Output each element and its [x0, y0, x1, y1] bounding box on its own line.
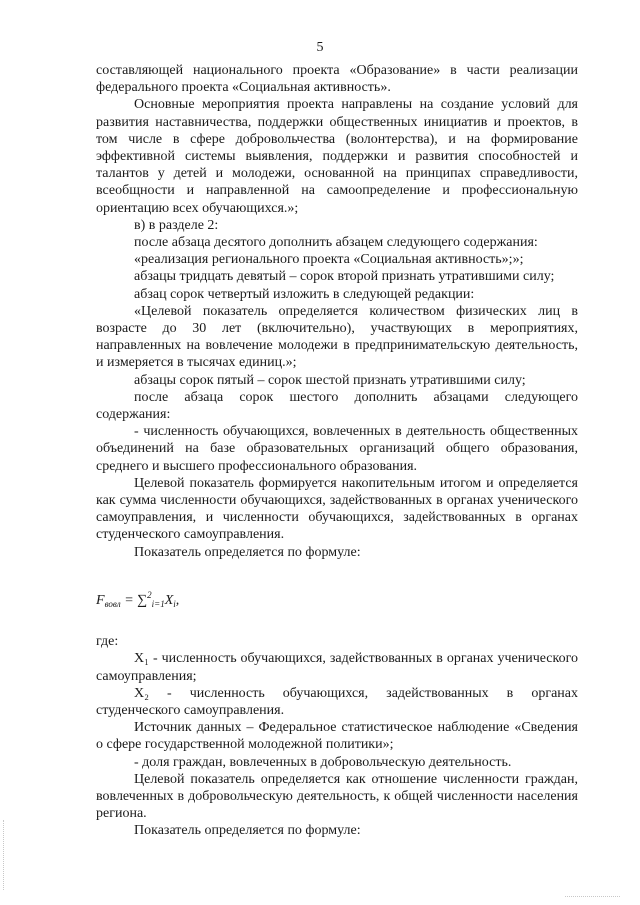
paragraph: Целевой показатель формируется накопительным итогом и определяется как сумма численности обучающихся, задействованных в органах ученического самоуправления, и численности обучающихся, задействованных в органах студенческого самоуправления.	[96, 475, 578, 543]
paragraph: - доля граждан, вовлеченных в добровольческую деятельность.	[134, 754, 512, 770]
paragraph: после абзаца десятого дополнить абзацем следующего содержания:	[134, 235, 538, 251]
formula-term: X	[164, 592, 174, 608]
paragraph: абзацы тридцать девятый – сорок второй признать утратившими силу;	[134, 269, 555, 285]
paragraph: после абзаца сорок шестого дополнить абзацами следующего содержания:	[96, 389, 578, 423]
page-number: 5	[316, 40, 324, 55]
paragraph: X₂ - численность обучающихся, задействованных в органах студенческого самоуправления.	[96, 685, 578, 718]
formula-sum-upper: 2	[147, 589, 152, 600]
formula-sum-sign: ∑	[137, 592, 148, 608]
paragraph: Показатель определяется по формуле:	[134, 544, 361, 560]
paragraph: «реализация регионального проекта «Социальная активность»;»;	[134, 252, 524, 268]
paragraph: абзацы сорок пятый – сорок шестой признать утратившими силу;	[134, 372, 526, 388]
paragraph: Целевой показатель определяется как отношение численности граждан, вовлеченных в добровольческую деятельность, к общей численности населения региона.	[96, 771, 578, 822]
formula	[96, 587, 578, 613]
where-label: где:	[96, 634, 119, 650]
scan-artifact	[3, 820, 5, 890]
paragraph: Показатель определяется по формуле:	[134, 823, 361, 839]
paragraph: составляющей национального проекта «Образование» в части реализации федерального проекта «Социальная активность».	[96, 63, 578, 96]
paragraph: - численность обучающихся, вовлеченных в деятельность общественных объединений на базе образовательных организаций общего образования, среднего и высшего профессионального образования.	[96, 424, 578, 474]
paragraph: Источник данных – Федеральное статистическое наблюдение «Сведения о сфере государственной молодежной политики»;	[96, 720, 578, 753]
formula-lhs: F	[96, 592, 105, 608]
document-body	[96, 62, 578, 840]
scan-artifact	[565, 896, 620, 898]
paragraph: X₁ - численность обучающихся, задействованных в органах ученического самоуправления;	[96, 651, 578, 684]
paragraph: «Целевой показатель определяется количеством физических лиц в возрасте до 30 лет (включительно), участвующих в мероприятиях, направленных на вовлечение молодежи в предпринимательскую деятельность, и измеряется в тысячах единиц.»;	[96, 303, 578, 371]
paragraph: абзац сорок четвертый изложить в следующей редакции:	[134, 286, 475, 302]
formula-equals: =	[120, 592, 138, 608]
paragraph: в) в разделе 2:	[134, 217, 219, 233]
paragraph: Основные мероприятия проекта направлены на создание условий для развития наставничества, поддержки общественных инициатив и проектов, в том числе в сфере добровольчества (волонтерства), и на формирование эффективной системы выявления, поддержки и развития способностей и талантов у детей и молодежи, основанной на принципах справедливости, всеобщности и направленной на самоопределение и профессиональную ориентацию всех обучающихся.»;	[96, 97, 578, 216]
formula-lhs-subscript: вовл	[104, 598, 121, 609]
formula-term-subscript: i	[173, 598, 176, 609]
formula-trail: ,	[175, 592, 180, 608]
formula-sum-lower: i=1	[151, 598, 165, 609]
